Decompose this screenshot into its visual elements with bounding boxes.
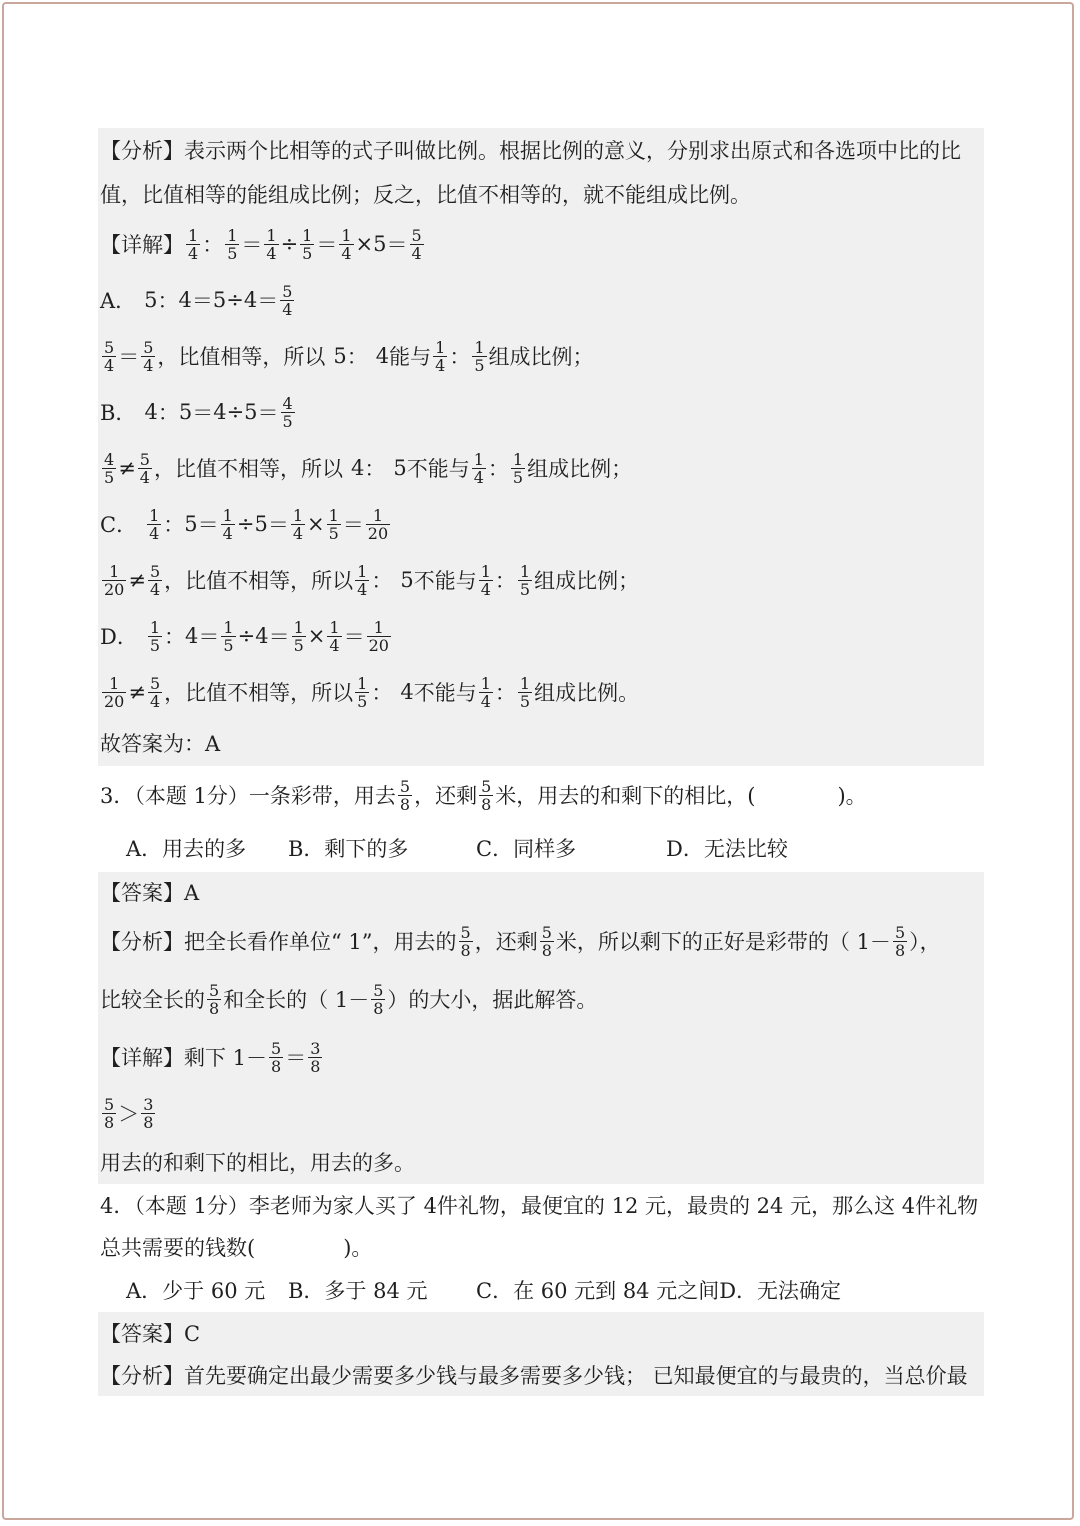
fraction: $\frac{1}{4}$ bbox=[329, 617, 340, 655]
fraction: $\frac{4}{5}$ bbox=[104, 449, 115, 487]
fraction: $\frac{5}{4}$ bbox=[282, 281, 293, 319]
fraction: $\frac{1}{5}$ bbox=[474, 337, 485, 375]
fraction: $\frac{1}{5}$ bbox=[512, 449, 524, 487]
fraction: $\frac{1}{5}$ bbox=[328, 505, 339, 543]
fraction: $\frac{5}{8}$ bbox=[271, 1038, 282, 1076]
fraction: $\frac{5}{4}$ bbox=[149, 561, 161, 599]
q4-fenxi: 【分析】首先要确定出最少需要多少钱与最多需要多少钱； 已知最便宜的与最贵的，当总价最 bbox=[100, 1364, 968, 1388]
fraction: $\frac{5}{8}$ bbox=[460, 922, 471, 960]
fenxi-text-2: 值，比值相等的能组成比例；反之，比值不相等的，就不能组成比例。 bbox=[100, 183, 751, 207]
q3-stem: 3．（本题 1分）一条彩带，用去 $\frac{5}{8}$ ，还剩 $\frac{5}{8}$ 米，用去的和剩下的相比，( )。 bbox=[100, 776, 867, 814]
q3-conclusion: 用去的和剩下的相比，用去的多。 bbox=[100, 1151, 415, 1175]
fraction: $\frac{5}{8}$ bbox=[894, 922, 906, 960]
q4-stem-block bbox=[98, 1184, 984, 1312]
fenxi-text-1: 表示两个比相等的式子叫做比例。根据比例的意义，分别求出原式和各选项中比的比 bbox=[184, 139, 961, 163]
fraction: $\frac{5}{8}$ bbox=[373, 980, 384, 1018]
q3-compare: $\frac{5}{8}$ ＞ $\frac{3}{8}$ bbox=[104, 1094, 154, 1132]
q3-option-a: A．用去的多 bbox=[126, 837, 247, 861]
q4-option-a: A．少于 60 元 bbox=[126, 1279, 266, 1303]
fraction: $\frac{5}{8}$ bbox=[104, 1094, 115, 1132]
q4-option-d: D．无法确定 bbox=[719, 1279, 842, 1303]
option-c-calc: C． $\frac{1}{4}$ ： 5 ＝ $\frac{1}{4}$ ÷ 5 ＝ $\frac{1}{4}$ × $\frac{1}{5}$ ＝ $\frac{1}{20}$ bbox=[100, 505, 389, 543]
fraction: $\frac{1}{5}$ bbox=[293, 617, 304, 655]
option-d-calc: D． $\frac{1}{5}$ ： 4 ＝ $\frac{1}{5}$ ÷ 4 ＝ $\frac{1}{5}$ × $\frac{1}{4}$ ＝ $\frac{1}{20}$ bbox=[100, 617, 389, 655]
colon: ： bbox=[202, 233, 224, 257]
q3-options bbox=[98, 824, 984, 872]
fraction: $\frac{1}{20}$ bbox=[368, 617, 389, 655]
fraction: $\frac{1}{4}$ bbox=[292, 505, 303, 543]
q3-analysis-block bbox=[98, 872, 984, 1184]
fraction: $\frac{1}{4}$ bbox=[435, 337, 446, 375]
q3-xiangjie: 【详解】剩下 1－ $\frac{5}{8}$ ＝ $\frac{3}{8}$ bbox=[100, 1038, 321, 1076]
fenxi-line-1 bbox=[98, 128, 984, 172]
fraction: $\frac{1}{4}$ bbox=[473, 449, 484, 487]
option-a-result: $\frac{5}{4}$ ＝ $\frac{5}{4}$ ， 比值相等，所以 5 ： 4 能与 $\frac{1}{4}$ ： $\frac{1}{5}$ 组成比例； bbox=[104, 337, 594, 375]
q3-stem-block bbox=[98, 766, 984, 872]
q3-option-d: D．无法比较 bbox=[666, 837, 788, 861]
fraction: $\frac{1}{20}$ bbox=[104, 673, 125, 711]
fraction: $\frac{4}{5}$ bbox=[282, 393, 293, 431]
fraction: $\frac{5}{4}$ bbox=[149, 673, 161, 711]
fraction: $\frac{1}{5}$ bbox=[302, 225, 313, 263]
fraction: $\frac{1}{4}$ bbox=[341, 225, 352, 263]
fraction: $\frac{5}{4}$ bbox=[104, 337, 115, 375]
fraction: $\frac{5}{8}$ bbox=[481, 776, 492, 814]
q4-stem-2: 总共需要的钱数( )。 bbox=[100, 1236, 373, 1260]
fraction: $\frac{5}{4}$ bbox=[143, 337, 154, 375]
fraction: $\frac{1}{5}$ bbox=[357, 673, 368, 711]
fraction: $\frac{1}{5}$ bbox=[519, 673, 531, 711]
option-a-calc: A． 5 ： 4 ＝ 5 ÷ 4 ＝ $\frac{5}{4}$ bbox=[100, 281, 293, 319]
fenxi-line-2 bbox=[98, 172, 984, 216]
q4-option-b: B．多于 84 元 bbox=[288, 1279, 428, 1303]
fraction: $\frac{1}{4}$ bbox=[222, 505, 233, 543]
q3-option-c: C．同样多 bbox=[476, 837, 577, 861]
fraction: $\frac{1}{5}$ bbox=[223, 617, 234, 655]
q3-answer: 【答案】A bbox=[100, 881, 200, 905]
option-c-result: $\frac{1}{20}$ ≠ $\frac{5}{4}$ ， 比值不相等，所以 $\frac{1}{4}$ ： 5 不能与 $\frac{1}{4}$ ： $\frac{1}{5}$ 组成比例； bbox=[104, 561, 640, 599]
fraction: $\frac{1}{5}$ bbox=[227, 225, 238, 263]
fenxi-label: 【分析】 bbox=[100, 139, 184, 163]
fraction: $\frac{1}{4}$ bbox=[480, 673, 491, 711]
q4-option-c: C．在 60 元到 84 元之间 bbox=[476, 1279, 720, 1303]
fraction: $\frac{5}{4}$ bbox=[411, 225, 422, 263]
q3-option-b: B．剩下的多 bbox=[288, 837, 409, 861]
q4-analysis-block bbox=[98, 1312, 984, 1396]
option-d-result: $\frac{1}{20}$ ≠ $\frac{5}{4}$ ， 比值不相等，所以 $\frac{1}{5}$ ： 4 不能与 $\frac{1}{4}$ ： $\frac{1}{5}$ 组成比例。 bbox=[104, 673, 640, 711]
document-content bbox=[98, 128, 984, 1396]
xiangjie-line: 【详解】 $\frac{1}{4}$ ： $\frac{1}{5}$ ＝ $\frac{1}{4}$ ÷ $\frac{1}{5}$ ＝ $\frac{1}{4}$ × 5 ＝ $\frac{5}{4}$ bbox=[100, 225, 422, 263]
fraction: $\frac{1}{4}$ bbox=[149, 505, 160, 543]
fraction: $\frac{5}{8}$ bbox=[209, 980, 220, 1018]
answer-line: 故答案为：A bbox=[100, 732, 221, 756]
option-b-result: $\frac{4}{5}$ ≠ $\frac{5}{4}$ ， 比值不相等，所以 4 ： 5 不能与 $\frac{1}{4}$ ： $\frac{1}{5}$ 组成比例； bbox=[104, 449, 633, 487]
fraction: $\frac{3}{8}$ bbox=[310, 1038, 321, 1076]
fraction: $\frac{1}{4}$ bbox=[480, 561, 491, 599]
fraction: $\frac{5}{8}$ bbox=[399, 776, 411, 814]
fraction: $\frac{3}{8}$ bbox=[143, 1094, 154, 1132]
fraction: $\frac{5}{4}$ bbox=[139, 449, 150, 487]
q3-fenxi-1: 【分析】把全长看作单位“ 1”，用去的 $\frac{5}{8}$ ，还剩 $\frac{5}{8}$ 米，所以剩下的正好是彩带的（ 1－ $\frac{5}{8}$ ）， bbox=[100, 922, 941, 960]
fraction: $\frac{5}{8}$ bbox=[541, 922, 552, 960]
fraction: $\frac{1}{4}$ bbox=[266, 225, 277, 263]
q2-analysis-block bbox=[98, 128, 984, 766]
fraction: $\frac{1}{5}$ bbox=[149, 617, 161, 655]
q3-fenxi-2: 比较全长的 $\frac{5}{8}$ 和全长的（ 1－ $\frac{5}{8}$ ）的大小，据此解答。 bbox=[100, 980, 598, 1018]
fraction: $\frac{1}{4}$ bbox=[188, 225, 199, 263]
q4-options bbox=[98, 1268, 984, 1312]
fraction: $\frac{1}{4}$ bbox=[357, 561, 368, 599]
option-b-calc: B． 4 ： 5 ＝ 4 ÷ 5 ＝ $\frac{4}{5}$ bbox=[100, 393, 293, 431]
fraction: $\frac{1}{20}$ bbox=[104, 561, 125, 599]
fraction: $\frac{1}{20}$ bbox=[367, 505, 389, 543]
fraction: $\frac{1}{5}$ bbox=[519, 561, 531, 599]
xiangjie-label: 【详解】 bbox=[100, 233, 184, 257]
q4-answer: 【答案】C bbox=[100, 1322, 201, 1346]
q4-stem-1: 4．（本题 1分）李老师为家人买了 4件礼物，最便宜的 12 元，最贵的 24 元，那么这 4件礼物 bbox=[100, 1194, 979, 1218]
